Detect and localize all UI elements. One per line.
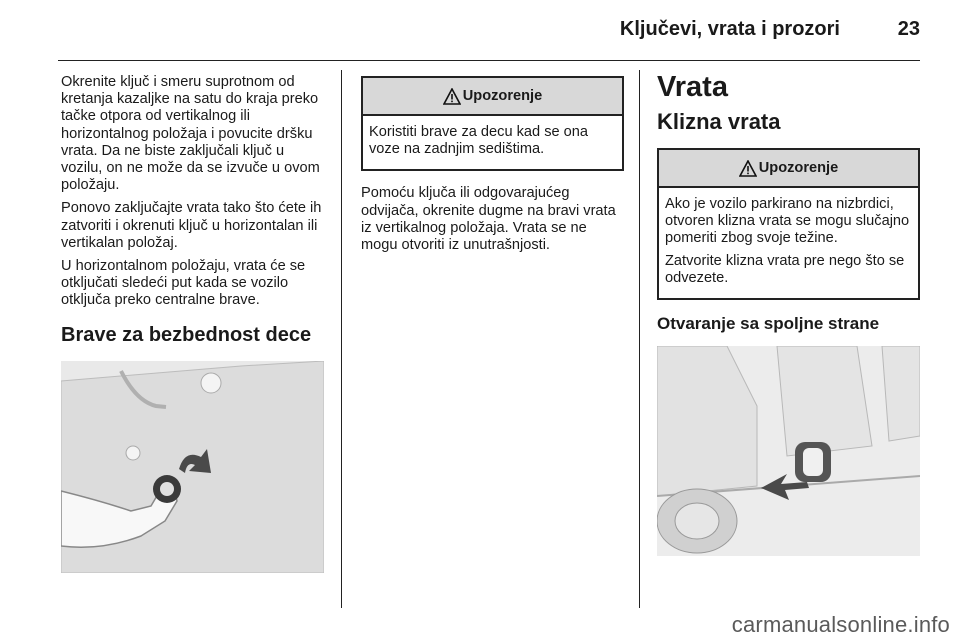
warning-text-close: Zatvorite klizna vrata pre nego što se odvezete. xyxy=(665,252,905,286)
warning-body xyxy=(363,116,622,169)
column-divider-left xyxy=(341,70,342,608)
warning-text: Koristiti brave za decu kad se ona voze na zadnjim sedištima. xyxy=(369,124,589,158)
column-divider-right xyxy=(639,70,640,608)
child-lock-drawing xyxy=(61,361,324,573)
paragraph-child-lock-operation: Pomoću ključa ili odgovarajućeg odvijača, okrenite dugme na bravi vrata iz vertikalnog položaja. Vrata se ne mogu otvoriti iz unutrašnjosti. xyxy=(361,185,616,254)
right-column xyxy=(657,70,920,556)
header-rule xyxy=(58,60,920,61)
paragraph-relock: Ponovo zaključajte vrata tako što ćete ih zatvoriti i okrenuti ključ u horizontalan ili vertikalan položaj. xyxy=(61,200,322,251)
warning-body xyxy=(659,188,918,298)
paragraph-unlock-key: Okrenite ključ i smeru suprotnom od kretanja kazaljke na satu do kraja preko tačke otpora od vertikalnog ili horizontalnog položaja i povucite dršku vrata. Da ne biste zaključali ključ u vozilu, on ne može da se izvuče u ovom položaju. xyxy=(61,74,320,194)
child-lock-illustration xyxy=(61,361,324,573)
warning-triangle-icon xyxy=(739,160,757,177)
warning-title: Upozorenje xyxy=(462,88,543,104)
left-column xyxy=(61,74,327,573)
middle-column xyxy=(361,76,624,260)
watermark: carmanualsonline.info xyxy=(731,612,950,637)
warning-header xyxy=(363,78,622,116)
sliding-door-drawing xyxy=(657,346,920,556)
subheading-sliding-door: Klizna vrata xyxy=(657,109,781,134)
warning-title: Upozorenje xyxy=(758,160,839,176)
warning-box-child-locks xyxy=(361,76,624,171)
subsection-heading-open-outside: Otvaranje sa spoljne strane xyxy=(657,314,880,334)
warning-header xyxy=(659,150,918,188)
section-heading-child-locks: Brave za bezbednost dece xyxy=(61,323,312,346)
sliding-door-illustration xyxy=(657,346,920,556)
warning-box-sliding-door xyxy=(657,148,920,300)
warning-triangle-icon xyxy=(443,88,461,105)
running-header-title: Ključevi, vrata i prozori xyxy=(619,18,840,40)
warning-text-slope: Ako je vozilo parkirano na nizbrdici, otvoren klizna vrata se mogu slučajno pomeriti zbog svoje težine. xyxy=(665,196,910,247)
paragraph-horizontal-position: U horizontalnom položaju, vrata će se otključati sledeći put kada se vozilo otključa preko centralne brave. xyxy=(61,258,306,309)
page-number: 23 xyxy=(897,18,920,40)
chapter-heading-doors: Vrata xyxy=(657,71,728,103)
